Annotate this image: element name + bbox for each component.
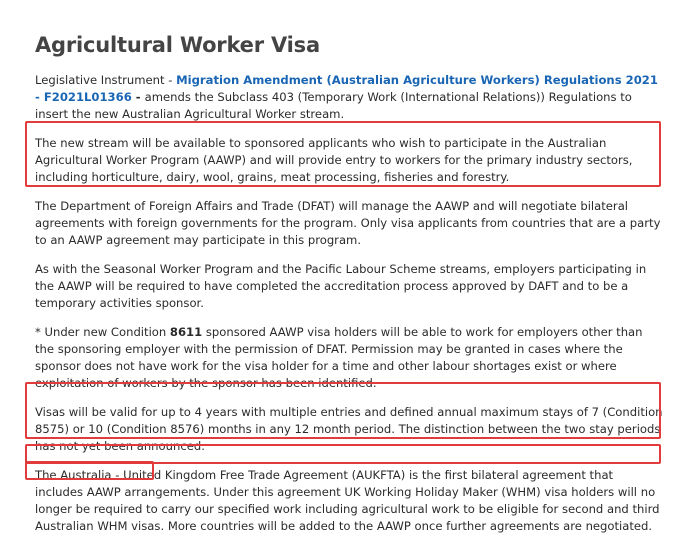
- aukfta-highlight: The Australia - United Kingdom Free Trade Agreement (AUKFTA) is the first bilateral agreement that includes AAWP arrangements.: [35, 468, 614, 499]
- paragraph-seasonal-worker: As with the Seasonal Worker Program and the Pacific Labour Scheme streams, employers participating in the AAWP will be required to have completed the accreditation process approved by DAFT and to be a temporary activities sponsor.: [35, 262, 647, 310]
- paragraph-aukfta: [35, 467, 663, 535]
- legislative-prefix: Legislative Instrument -: [35, 73, 177, 87]
- article: [35, 30, 663, 547]
- paragraph-legislative-instrument: [35, 72, 663, 123]
- paragraph-visa-validity: Visas will be valid for up to 4 years with multiple entries and defined annual maximum stays of 7 (Condition 8575) or 10 (Condition 8576) months in any 12 month period. The distinction between the two stay periods has not yet been announced.: [35, 405, 663, 453]
- paragraph-condition-8611: [35, 324, 663, 392]
- condition-prefix: * Under new Condition: [35, 325, 170, 339]
- aukfta-rest: Under this agreement UK Working Holiday Maker (WHM) visa holders will no longer be required to carry our specified work including agricultural work to be eligible for second and third Australian WHM visas. More countries will be added to the AAWP once further agreements are negotiated.: [35, 485, 660, 533]
- regulation-link[interactable]: Migration Amendment (Australian Agriculture Workers) Regulations 2021 - F2021L01366: [35, 73, 658, 104]
- paragraph-new-stream: The new stream will be available to sponsored applicants who wish to participate in the Australian Agricultural Worker Program (AAWP) and will provide entry to workers for the primary industry sectors, including horticulture, dairy, wool, grains, meat processing, fisheries and forestry.: [35, 136, 633, 184]
- dash-separator: -: [131, 90, 145, 104]
- legislative-suffix: amends the Subclass 403 (Temporary Work (International Relations)) Regulations to insert the new Australian Agricultural Worker stream.: [35, 90, 632, 121]
- condition-suffix: sponsored AAWP visa holders will be able to work for employers other than the sponsoring employer with the permission of DFAT. Permission may be granted in cases where the sponsor does not have work for the visa holder for a time and other labour shortages exist or where exploitation of workers by the sponsor has been identified.: [35, 325, 643, 390]
- condition-number: 8611: [169, 325, 203, 339]
- paragraph-dfat: The Department of Foreign Affairs and Trade (DFAT) will manage the AAWP and will negotiate bilateral agreements with foreign governments for the program. Only visa applicants from countries that are a party to an AAWP agreement may participate in this program.: [35, 199, 661, 247]
- page-title: Agricultural Worker Visa: [35, 33, 320, 57]
